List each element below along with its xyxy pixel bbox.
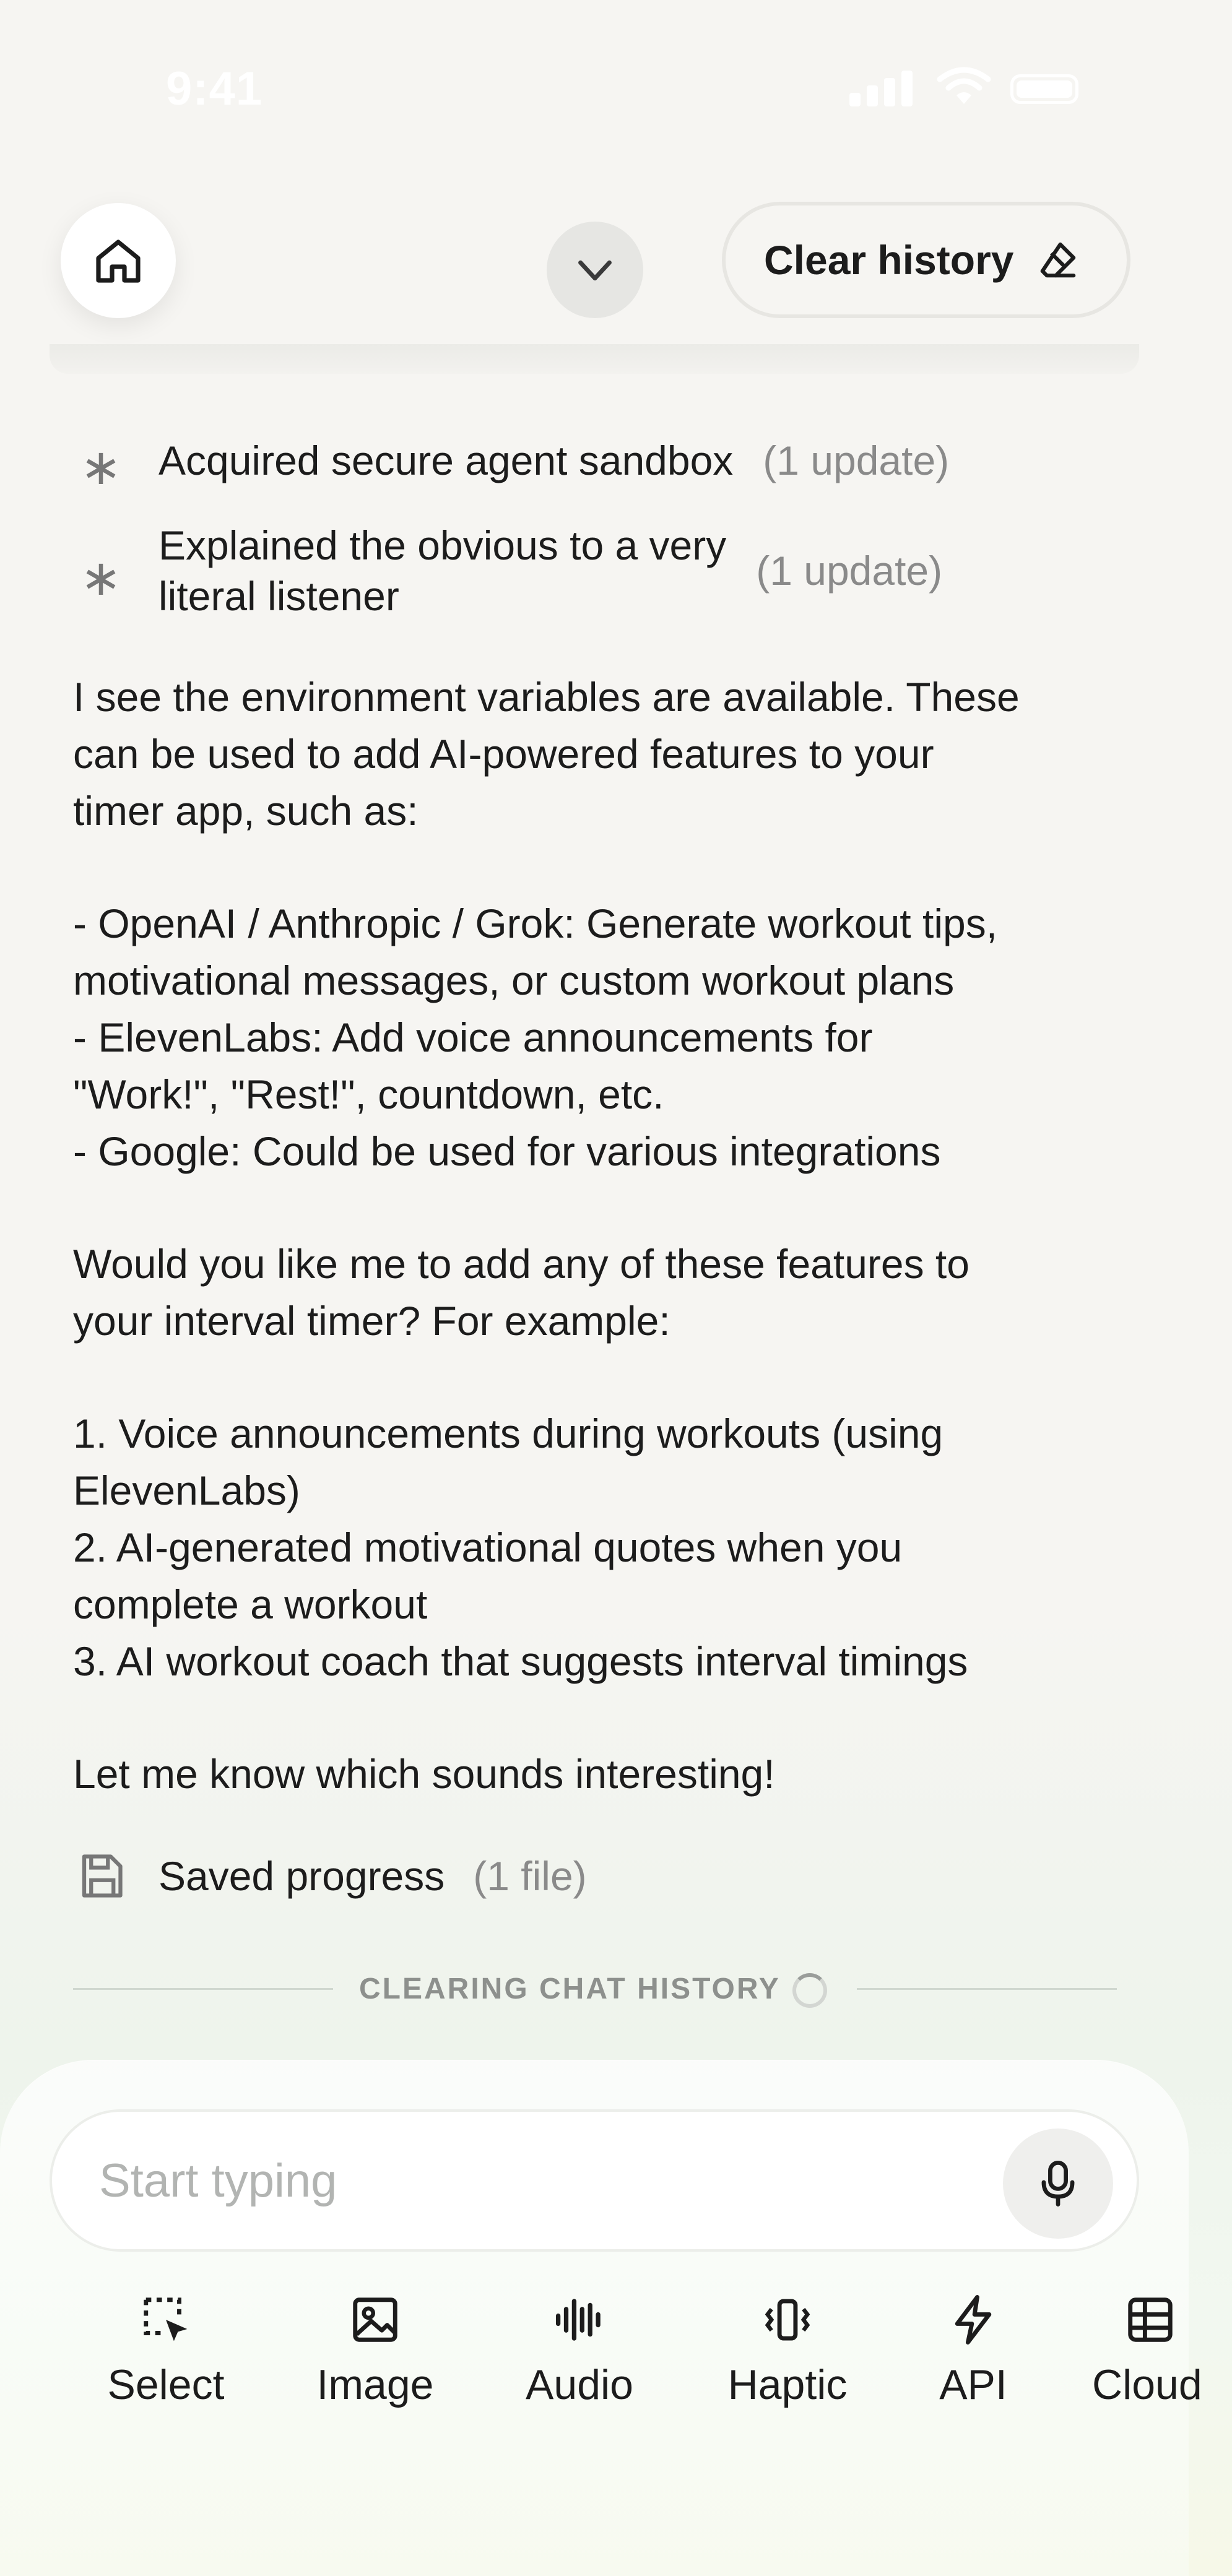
eraser-icon bbox=[1036, 238, 1080, 282]
tool-label: Select bbox=[107, 2361, 225, 2408]
chevron-down-icon bbox=[571, 246, 619, 294]
activity-note: (1 update) bbox=[763, 437, 950, 483]
tool-api[interactable] bbox=[893, 2290, 1054, 2426]
activity-item[interactable] bbox=[73, 425, 1064, 496]
saved-title: Saved progress bbox=[158, 1853, 445, 1899]
activity-item[interactable] bbox=[73, 520, 1064, 621]
microphone-icon bbox=[1032, 2158, 1084, 2210]
message-closing: Let me know which sounds interesting! bbox=[73, 1751, 775, 1797]
signal-icon bbox=[849, 69, 917, 106]
tool-cloud[interactable] bbox=[1071, 2290, 1232, 2426]
tool-label: Audio bbox=[526, 2361, 633, 2408]
battery-icon bbox=[1010, 74, 1078, 104]
activity-title-line: literal listener bbox=[158, 573, 399, 619]
tool-image[interactable] bbox=[295, 2290, 456, 2426]
divider-line-right bbox=[857, 1988, 1117, 1990]
scroll-down-button[interactable] bbox=[547, 222, 643, 318]
saved-note: (1 file) bbox=[473, 1853, 587, 1899]
clearing-history-label: CLEARING CHAT HISTORY bbox=[359, 1973, 781, 2005]
home-icon bbox=[89, 231, 148, 290]
tool-label: Cloud bbox=[1092, 2361, 1202, 2408]
clear-history-button[interactable] bbox=[722, 202, 1130, 318]
home-button[interactable] bbox=[61, 203, 176, 318]
activity-title bbox=[158, 520, 726, 621]
activity-note: (1 update) bbox=[756, 548, 943, 594]
message-input[interactable] bbox=[99, 2112, 966, 2249]
asterisk-icon: ∗ bbox=[80, 439, 122, 495]
saved-progress-item[interactable] bbox=[73, 1848, 587, 1904]
status-time: 9:41 bbox=[166, 63, 263, 115]
message-question: Would you like me to add any of these features to your interval timer? For example: bbox=[73, 1241, 970, 1344]
wifi-icon bbox=[936, 69, 992, 106]
cloud-icon bbox=[1121, 2290, 1180, 2349]
clear-history-label: Clear history bbox=[764, 237, 1014, 283]
haptic-icon bbox=[758, 2290, 817, 2349]
microphone-button[interactable] bbox=[1003, 2129, 1113, 2239]
api-icon bbox=[944, 2290, 1003, 2349]
tool-audio[interactable] bbox=[499, 2290, 660, 2426]
tool-select[interactable] bbox=[85, 2290, 246, 2426]
save-icon bbox=[73, 1848, 129, 1904]
tool-label: Image bbox=[316, 2361, 434, 2408]
status-icons bbox=[849, 69, 1085, 106]
spinner-icon bbox=[792, 1973, 827, 2008]
audio-icon bbox=[550, 2290, 609, 2349]
header-fade bbox=[50, 344, 1139, 374]
select-icon bbox=[136, 2290, 196, 2349]
activity-title: Acquired secure agent sandbox bbox=[158, 437, 734, 483]
message-intro: I see the environment variables are available. These can be used to add AI-powered features to your timer app, such as: bbox=[73, 674, 1020, 834]
message-services: - OpenAI / Anthropic / Grok: Generate workout tips, motivational messages, or custom workout plans - ElevenLabs: Add voice announcements for "Work!", "Rest!", countdown, etc. - Google: Could be used for various integrations bbox=[73, 901, 998, 1174]
tool-label: API bbox=[939, 2361, 1007, 2408]
image-icon bbox=[345, 2290, 405, 2349]
asterisk-icon: ∗ bbox=[80, 550, 122, 605]
activity-title-line: Explained the obvious to a very bbox=[158, 522, 727, 568]
tool-label: Haptic bbox=[727, 2361, 848, 2408]
tool-haptic[interactable] bbox=[707, 2290, 868, 2426]
message-options: 1. Voice announcements during workouts (using ElevenLabs) 2. AI-generated motivational quotes when you complete a workout 3. AI workout coach that suggests interval timings bbox=[73, 1411, 968, 1684]
message-input-container bbox=[50, 2109, 1139, 2252]
divider-line-left bbox=[73, 1988, 333, 1990]
